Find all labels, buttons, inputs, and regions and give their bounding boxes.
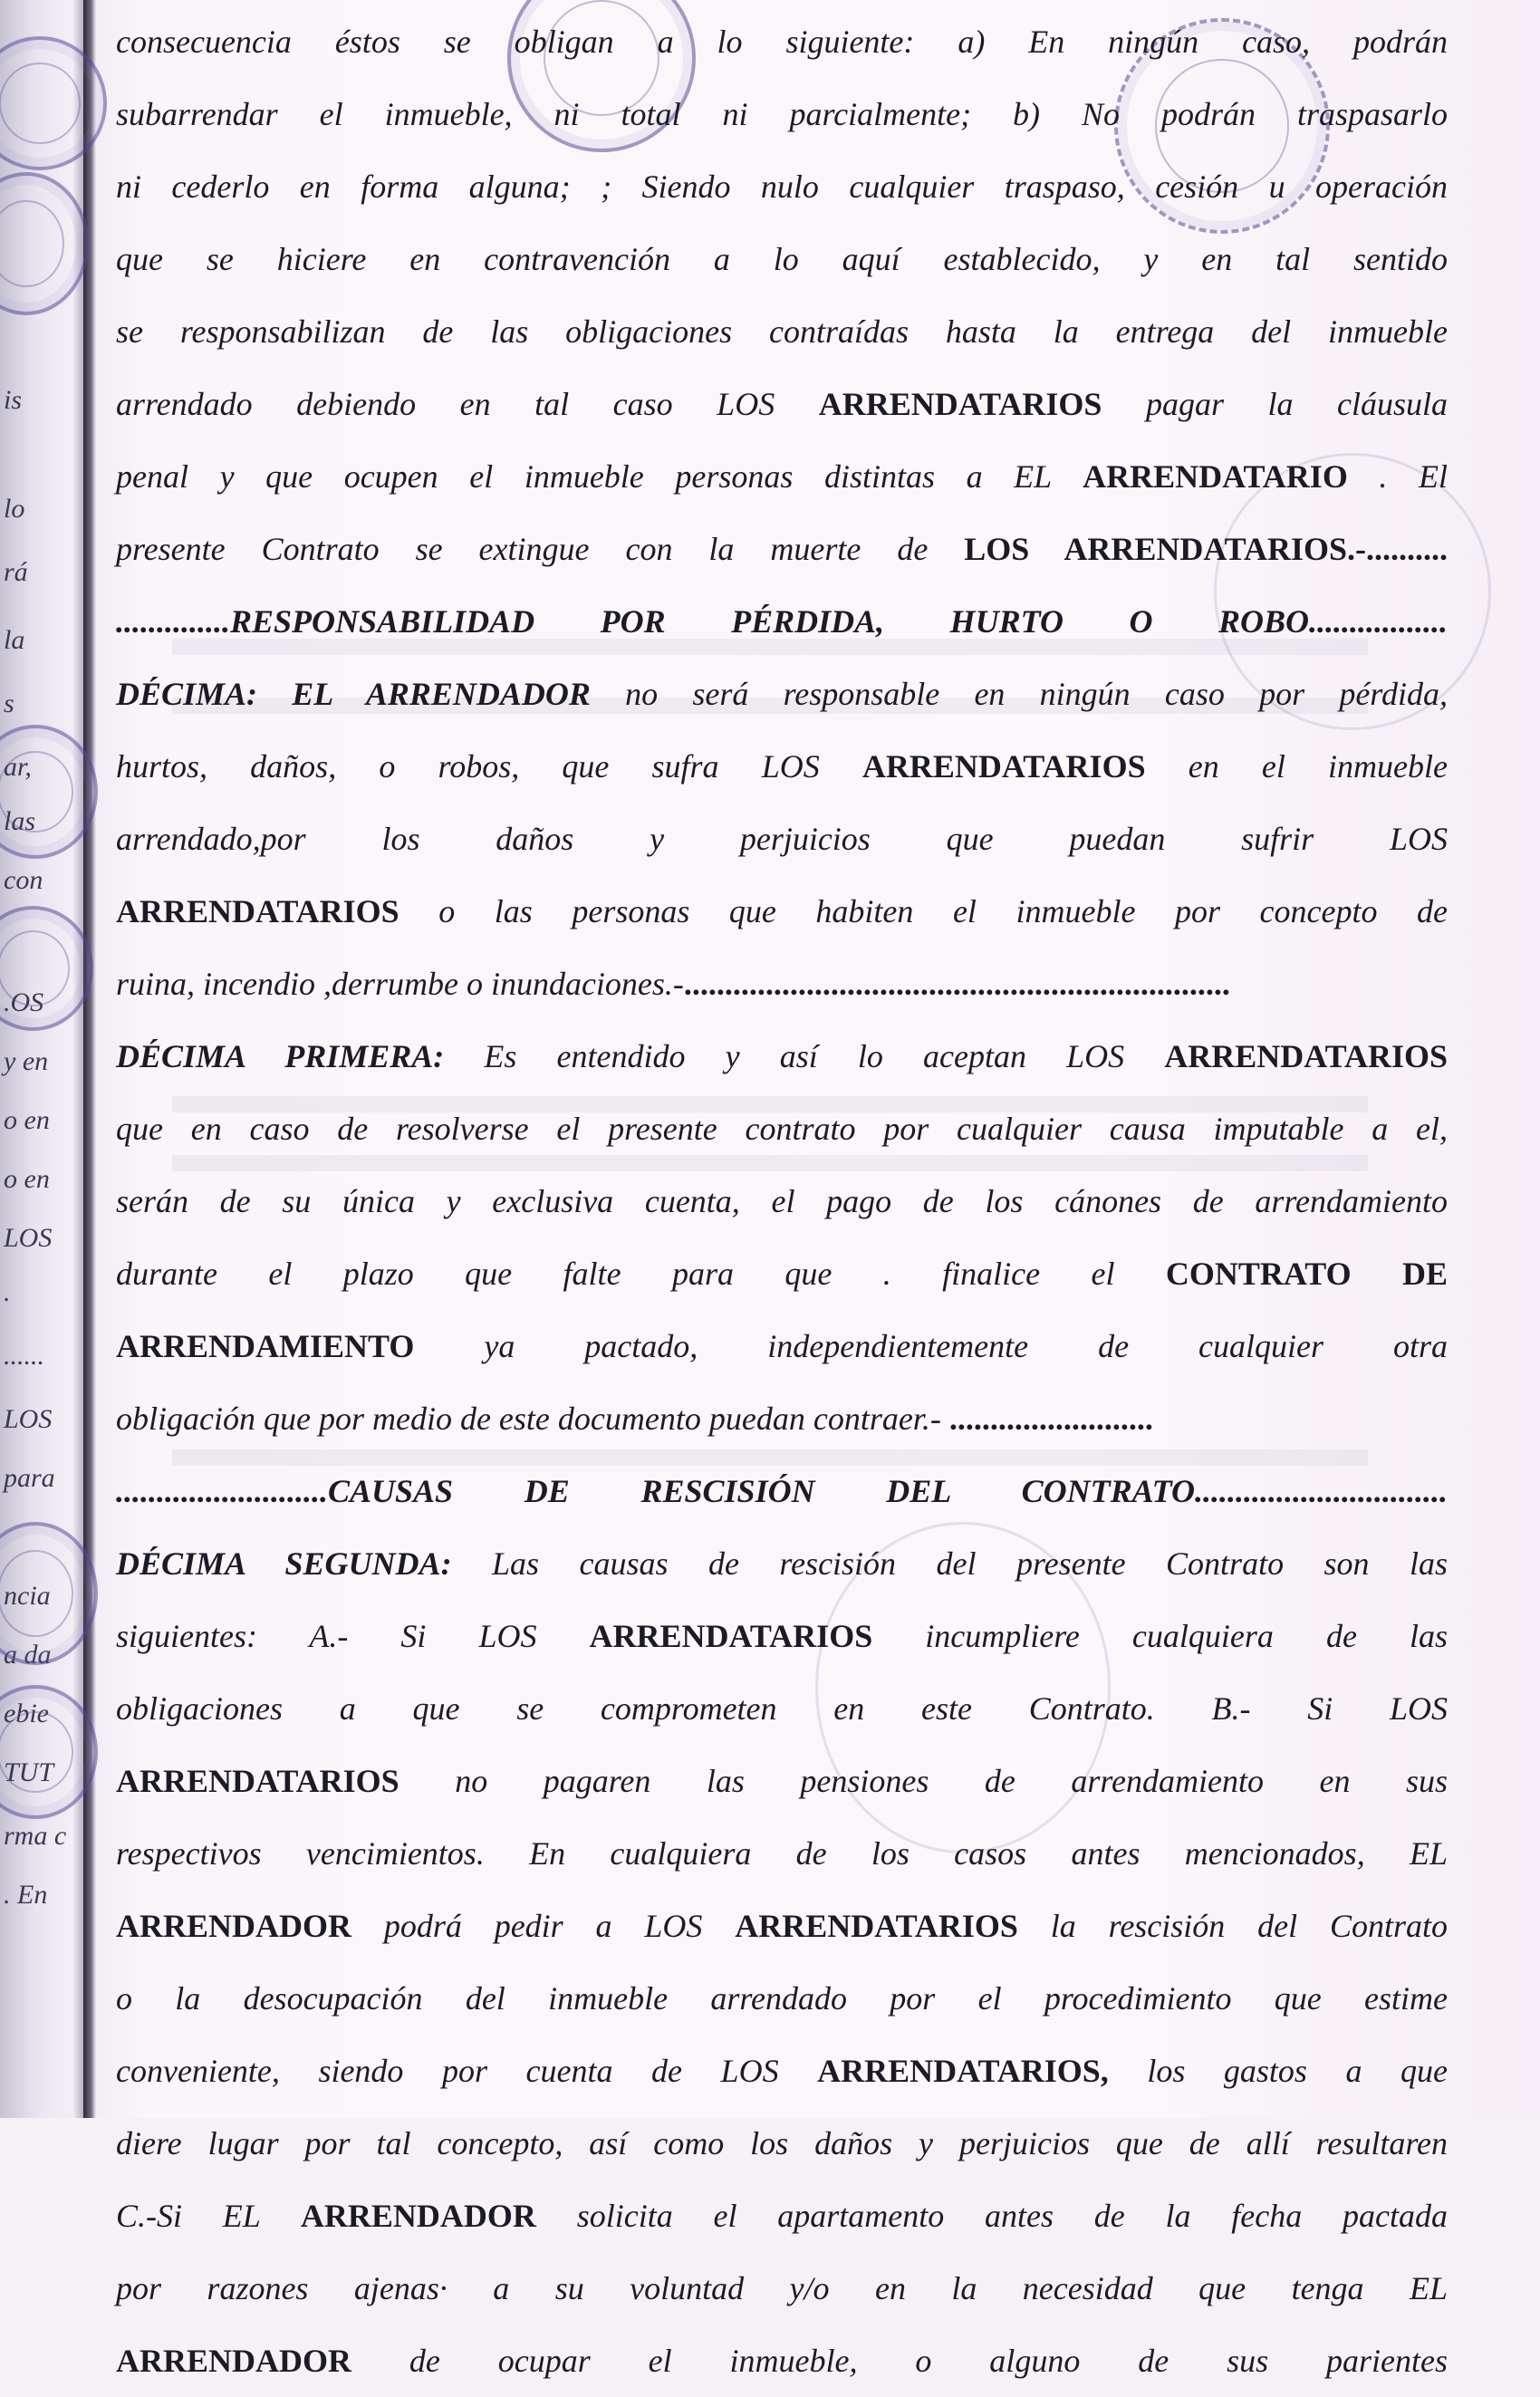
text-segment: por razones ajenas· a su voluntad y/o en la necesidad que tenga EL xyxy=(116,2270,1448,2306)
bold-text-segment: ARRENDADOR xyxy=(116,2343,351,2379)
bold-text-segment: ARRENDATARIOS xyxy=(1164,1038,1448,1074)
text-segment: de ocupar el inmueble, o alguno de sus parientes xyxy=(351,2343,1448,2379)
bold-text-segment: ARRENDADOR xyxy=(300,2198,536,2234)
bold-text-segment: ARRENDATARIO xyxy=(1083,458,1348,495)
text-segment: no pagaren las pensiones de arrendamiento en sus xyxy=(399,1763,1448,1799)
text-segment: pagar la cláusula xyxy=(1102,386,1448,422)
text-segment: siguientes: A.- Si LOS xyxy=(116,1618,590,1654)
text-segment: los gastos a que xyxy=(1108,2053,1448,2089)
margin-fragment: .OS xyxy=(4,987,44,1017)
text-segment: presente Contrato se extingue con la muerte de xyxy=(116,531,965,567)
text-line xyxy=(116,440,1448,513)
margin-fragment: . En xyxy=(4,1880,48,1910)
text-line xyxy=(116,2180,1448,2252)
text-segment: arrendado debiendo en tal caso LOS xyxy=(116,386,819,422)
text-segment: obligaciones a que se comprometen en este Contrato. B.- Si LOS xyxy=(116,1690,1448,1727)
text-line xyxy=(116,948,1448,1020)
bold-text-segment: ..............RESPONSABILIDAD POR PÉRDIDA, HURTO O ROBO................. xyxy=(116,603,1448,640)
text-line xyxy=(116,2325,1448,2397)
contract-body-text xyxy=(116,5,1448,2397)
text-segment: solicita el apartamento antes de la fecha pactada xyxy=(535,2198,1448,2234)
text-segment: . El xyxy=(1347,458,1448,495)
text-segment: en el inmueble xyxy=(1145,748,1449,785)
text-line xyxy=(116,1093,1448,1165)
bold-text-segment: ARRENDATARIOS xyxy=(116,893,399,929)
bold-text-segment: ARRENDATARIOS xyxy=(861,748,1146,785)
margin-fragment: ...... xyxy=(4,1341,44,1371)
bold-text-segment: LOS ARRENDATARIOS.-.......... xyxy=(964,531,1449,567)
text-segment: o las personas que habiten el inmueble por concepto de xyxy=(399,893,1448,929)
book-spine-shadow xyxy=(83,0,96,2118)
text-line xyxy=(116,2035,1448,2107)
text-line xyxy=(116,2107,1448,2180)
text-line xyxy=(116,1527,1448,1600)
text-segment: conveniente, siendo por cuenta de LOS xyxy=(116,2053,818,2089)
text-line xyxy=(116,513,1448,585)
bold-text-segment: ......................... xyxy=(948,1401,1153,1437)
text-line xyxy=(116,1672,1448,1745)
margin-fragment: . xyxy=(4,1277,11,1307)
text-line xyxy=(116,2252,1448,2325)
text-line xyxy=(116,5,1448,78)
text-line xyxy=(116,730,1448,803)
text-line xyxy=(116,1020,1448,1093)
text-line xyxy=(116,658,1448,730)
text-line xyxy=(116,1165,1448,1237)
text-line xyxy=(116,1745,1448,1817)
text-segment: diere lugar por tal concepto, así como los daños y perjuicios que de allí resultaren xyxy=(116,2125,1448,2161)
text-line xyxy=(116,1455,1448,1527)
text-line xyxy=(116,1817,1448,1890)
bold-text-segment: ARRENDATARIOS xyxy=(116,1763,399,1799)
bold-text-segment: DÉCIMA SEGUNDA: xyxy=(116,1545,452,1582)
margin-fragment: o en xyxy=(4,1164,50,1194)
text-line xyxy=(116,150,1448,223)
text-segment: arrendado,por los daños y perjuicios que puedan sufrir LOS xyxy=(116,821,1448,857)
margin-fragment: rma c xyxy=(4,1821,67,1851)
text-line xyxy=(116,1600,1448,1672)
text-segment: ni cederlo en forma alguna; ; Siendo nulo cualquier traspaso, cesión u operación xyxy=(116,168,1448,205)
margin-fragment: con xyxy=(4,865,43,895)
text-segment: se responsabilizan de las obligaciones contraídas hasta la entrega del inmueble xyxy=(116,313,1448,350)
bold-text-segment: ARRENDAMIENTO xyxy=(116,1328,415,1364)
text-segment: la rescisión del Contrato xyxy=(1017,1908,1448,1944)
margin-fragment: para xyxy=(4,1463,55,1493)
margin-fragment: TUT xyxy=(4,1757,54,1787)
text-segment: serán de su única y exclusiva cuenta, el pago de los cánones de arrendamiento xyxy=(116,1183,1448,1219)
text-line xyxy=(116,875,1448,948)
text-line xyxy=(116,78,1448,150)
bold-text-segment: ARRENDATARIOS xyxy=(735,1908,1018,1944)
margin-fragment: LOS xyxy=(4,1223,53,1253)
text-line xyxy=(116,1890,1448,1962)
text-line xyxy=(116,295,1448,368)
text-segment: ya pactado, independientemente de cualquier otra xyxy=(414,1328,1448,1364)
text-line xyxy=(116,1962,1448,2035)
text-segment: penal y que ocupen el inmueble personas distintas a EL xyxy=(116,458,1083,495)
text-segment: Es entendido y así lo aceptan LOS xyxy=(444,1038,1165,1074)
text-segment: no será responsable en ningún caso por pérdida, xyxy=(590,676,1448,712)
bold-text-segment: ARRENDATARIOS xyxy=(589,1618,873,1654)
text-segment: consecuencia éstos se obligan a lo siguiente: a) En ningún caso, podrán xyxy=(116,24,1448,60)
margin-fragment: lo xyxy=(4,494,25,524)
margin-fragment: LOS xyxy=(4,1404,53,1434)
bold-text-segment: DÉCIMA PRIMERA: xyxy=(116,1038,445,1074)
text-segment: respectivos vencimientos. En cualquiera de los casos antes mencionados, EL xyxy=(116,1835,1448,1872)
bold-text-segment: ARRENDATARIOS, xyxy=(817,2053,1109,2089)
bold-text-segment: ARRENDADOR xyxy=(116,1908,351,1944)
margin-fragment: las xyxy=(4,806,36,836)
margin-fragment: y en xyxy=(4,1046,49,1076)
text-segment: que en caso de resolverse el presente contrato por cualquier causa imputable a el, xyxy=(116,1111,1448,1147)
margin-fragment: is xyxy=(4,385,23,415)
text-line xyxy=(116,803,1448,875)
text-segment: podrá pedir a LOS xyxy=(351,1908,736,1944)
text-line xyxy=(116,223,1448,295)
bold-text-segment: ..........................CAUSAS DE RESCISIÓN DEL CONTRATO............................... xyxy=(116,1473,1448,1509)
margin-fragment: a da xyxy=(4,1640,52,1670)
margin-fragment: rá xyxy=(4,557,28,587)
text-line xyxy=(116,1310,1448,1382)
text-segment: obligación que por medio de este documento puedan contraer.- xyxy=(116,1401,949,1437)
bold-text-segment: DÉCIMA: EL ARRENDADOR xyxy=(116,676,591,712)
margin-fragment: s xyxy=(4,688,14,718)
text-line xyxy=(116,1237,1448,1310)
bold-text-segment: CONTRATO DE xyxy=(1165,1256,1448,1292)
text-segment: C.-Si EL xyxy=(116,2198,301,2234)
text-segment: ruina, incendio ,derrumbe o inundaciones.- xyxy=(116,966,684,1002)
bold-text-segment: ARRENDATARIOS xyxy=(818,386,1102,422)
margin-fragment: la xyxy=(4,625,25,655)
margin-fragment: ncia xyxy=(4,1581,51,1611)
text-segment: que se hiciere en contravención a lo aquí establecido, y en tal sentido xyxy=(116,241,1448,277)
text-segment: o la desocupación del inmueble arrendado por el procedimiento que estime xyxy=(116,1980,1448,2017)
text-line xyxy=(116,585,1448,658)
text-line xyxy=(116,368,1448,440)
margin-fragment: o en xyxy=(4,1105,50,1135)
text-line xyxy=(116,1382,1448,1455)
margin-fragment: ar, xyxy=(4,752,32,782)
margin-fragment: ebie xyxy=(4,1699,49,1728)
text-segment: hurtos, daños, o robos, que sufra LOS xyxy=(116,748,862,785)
text-segment: durante el plazo que falte para que . finalice el xyxy=(116,1256,1166,1292)
bold-text-segment: ................................................................... xyxy=(683,966,1230,1002)
text-segment: Las causas de rescisión del presente Contrato son las xyxy=(451,1545,1449,1582)
text-segment: incumpliere cualquiera de las xyxy=(872,1618,1448,1654)
text-segment: subarrendar el inmueble, ni total ni parcialmente; b) No podrán traspasarlo xyxy=(116,96,1448,132)
